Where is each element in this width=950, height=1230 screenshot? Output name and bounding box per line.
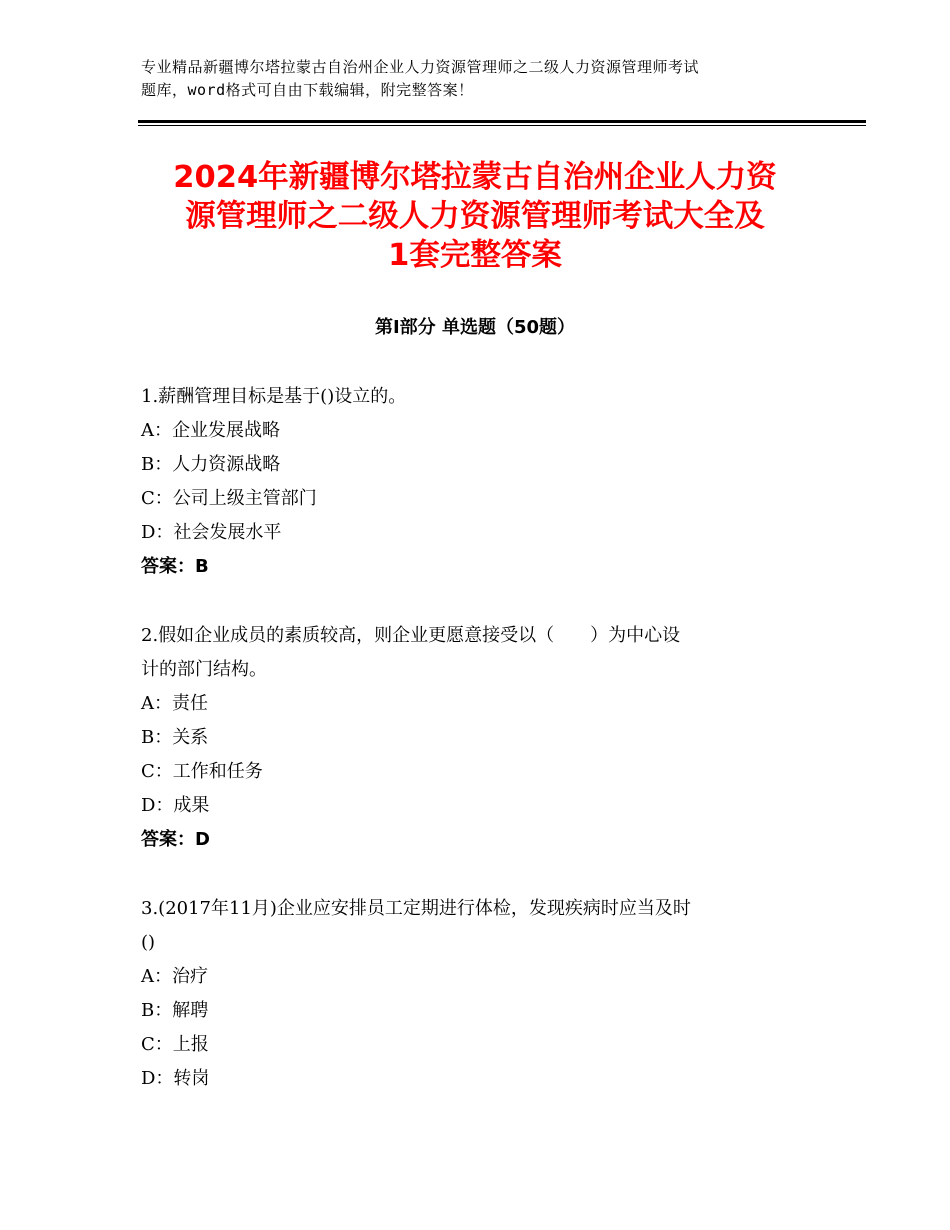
question-1-answer: 答案：B	[141, 556, 209, 577]
question-1-stem: 1.薪酬管理目标是基于()设立的。	[141, 386, 407, 407]
question-2-option-d: D：成果	[141, 795, 210, 816]
question-1-option-d: D：社会发展水平	[141, 522, 282, 543]
question-2-option-c: C：工作和任务	[141, 761, 263, 782]
header-note	[141, 56, 821, 102]
question-2-option-b: B：关系	[141, 727, 209, 748]
section-heading: 第Ⅰ部分 单选题（50题）	[374, 317, 575, 338]
question-3-option-c: C：上报	[141, 1034, 209, 1055]
question-2-option-a: A：责任	[141, 693, 208, 714]
header-rule-thick	[138, 120, 866, 123]
title-line-3: 1套完整答案	[388, 238, 562, 273]
question-3-stem-line-2: ()	[141, 932, 156, 953]
question-3-stem-line-1: 3.(2017年11月)企业应安排员工定期进行体检，发现疾病时应当及时	[141, 898, 691, 919]
question-3-option-b: B：解聘	[141, 1000, 209, 1021]
title-line-1: 2024年新疆博尔塔拉蒙古自治州企业人力资	[173, 160, 777, 195]
question-2-stem-line-2: 计的部门结构。	[141, 659, 267, 680]
title-line-2: 源管理师之二级人力资源管理师考试大全及	[185, 199, 765, 234]
question-1-option-b: B：人力资源战略	[141, 454, 281, 475]
document-title	[130, 158, 820, 275]
header-rule-thin	[138, 125, 866, 126]
question-3-option-d: D：转岗	[141, 1068, 210, 1089]
question-2-answer: 答案：D	[141, 829, 210, 850]
question-1-option-c: C：公司上级主管部门	[141, 488, 317, 509]
question-3-option-a: A：治疗	[141, 966, 208, 987]
question-2-stem-line-1: 2.假如企业成员的素质较高，则企业更愿意接受以（ ）为中心设	[141, 625, 681, 646]
header-note-line-2: 题库，word格式可自由下载编辑，附完整答案！	[141, 81, 474, 99]
question-1-option-a: A：企业发展战略	[141, 420, 280, 441]
header-note-line-1: 专业精品新疆博尔塔拉蒙古自治州企业人力资源管理师之二级人力资源管理师考试	[141, 58, 700, 76]
